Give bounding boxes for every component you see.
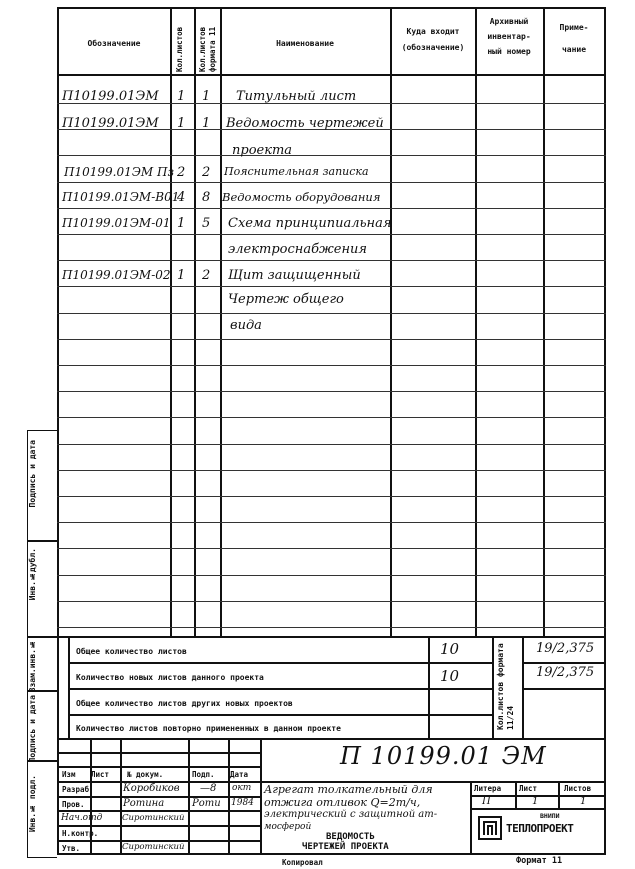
stamp-col — [470, 781, 472, 855]
table-row-line — [57, 365, 606, 366]
stamp-title-hand: электрический с защитной ат- — [264, 809, 438, 820]
stamp-title-hand: мосферой — [264, 822, 312, 832]
footer-copied: Копировал — [282, 858, 323, 867]
stamp-name: Сиротинский — [122, 842, 185, 852]
table-row-line — [57, 234, 606, 235]
stamp-date: 1984 — [231, 798, 254, 808]
stamp-name: Ротина — [123, 798, 165, 809]
row-n2: 2 — [202, 165, 211, 180]
header-note-1: Приме- — [559, 23, 589, 32]
summary-col — [492, 636, 494, 738]
summary-sep — [522, 688, 606, 690]
header-note-2: чание — [561, 45, 587, 54]
table-row-line — [57, 208, 606, 209]
stamp-name: Сиротинский — [122, 813, 185, 823]
row-name: Ведомость оборудования — [222, 190, 381, 204]
stamp-title-hand: Агрегат толкательный для — [264, 783, 433, 796]
stamp-col — [558, 781, 560, 808]
stamp-role: Нач.отд — [61, 813, 103, 823]
row-code: П10199.01ЭМ-В01 — [62, 190, 180, 204]
table-row-line — [57, 522, 606, 523]
stamp-row — [57, 825, 260, 827]
header-archive-2: инвентар- — [487, 32, 531, 41]
stamp-role: Н.контр. — [62, 829, 99, 838]
header-bottom — [57, 74, 606, 76]
side-inv-dup: Инв.№дубл. — [28, 548, 37, 601]
stamp-col-sign: Подп. — [192, 770, 215, 779]
stamp-col — [515, 781, 517, 808]
row-n2: 2 — [202, 268, 211, 283]
stamp-row — [57, 766, 260, 768]
row-n2: 1 — [202, 89, 211, 104]
header-archive-1: Архивный — [489, 17, 529, 26]
stamp-col-izm: Изм — [62, 770, 76, 779]
table-row-line — [57, 496, 606, 497]
summary-format-new: 19/2,375 — [536, 665, 595, 680]
row-n1: 4 — [177, 190, 186, 205]
stamp-date: окт — [232, 783, 252, 793]
stamp-role: Утв. — [62, 844, 81, 853]
side-sep — [27, 540, 57, 542]
stamp-role: Пров. — [62, 800, 85, 809]
side-inv-orig: Инв.№ подл. — [28, 775, 37, 833]
summary-total-label: Общее количество листов — [76, 647, 187, 656]
table-row-line — [57, 182, 606, 183]
row-name: вида — [230, 318, 262, 333]
col-sep — [194, 7, 196, 636]
summary-top — [57, 636, 606, 638]
summary-format-total: 19/2,375 — [536, 641, 595, 656]
row-n1: 1 — [177, 216, 186, 231]
table-row-line — [57, 260, 606, 261]
summary-total-value: 10 — [440, 640, 460, 658]
row-n1: 2 — [177, 165, 186, 180]
summary-reused-label: Количество листов повторно примененных в данном проекте — [76, 724, 341, 733]
stamp-col-list: Лист — [91, 770, 110, 779]
table-row-line — [57, 313, 606, 314]
stamp-col-doc: № докум. — [127, 770, 164, 779]
header-name: Наименование — [276, 39, 334, 48]
row-name: Схема принципиальная — [228, 216, 392, 231]
summary-sep — [522, 662, 606, 664]
summary-col — [428, 636, 430, 738]
col-sep — [170, 7, 172, 636]
summary-bottom — [57, 738, 606, 740]
row-name: электроснабжения — [228, 242, 368, 257]
row-name: Чертеж общего — [228, 292, 344, 307]
stamp-row — [470, 808, 606, 810]
stamp-sheet: Лист — [519, 784, 538, 793]
stamp-row — [57, 810, 260, 812]
table-row-line — [57, 444, 606, 445]
side-sig-date-2: Подпись и дата — [28, 695, 37, 763]
row-name: Титульный лист — [236, 89, 357, 104]
stamp-role: Разраб. — [62, 785, 94, 794]
col-sep — [390, 7, 392, 636]
stamp-name: Коробиков — [123, 783, 180, 794]
row-code: П10199.01ЭМ Пз — [64, 165, 175, 179]
stamp-org-small: ВНИПИ — [540, 812, 560, 820]
stamp-sheets: Листов — [564, 784, 592, 793]
stamp-org: ТЕПЛОПРОЕКТ — [506, 822, 574, 835]
row-name: Ведомость чертежей — [226, 116, 384, 131]
stamp-sheet-val: 1 — [532, 796, 539, 807]
stamp-col — [260, 738, 262, 855]
side-sig-date-1: Подпись и дата — [28, 440, 37, 508]
header-designation: Обозначение — [87, 39, 141, 48]
table-row-line — [57, 601, 606, 602]
header-where-1: Куда входит — [406, 27, 460, 36]
stamp-sheets-val: 1 — [580, 796, 587, 807]
stamp-row — [57, 752, 260, 754]
row-code: П10199.01ЭМ-01 — [62, 216, 171, 230]
header-sheets-count: Кол.листов — [175, 26, 184, 72]
row-code: П10199.01ЭМ — [62, 116, 159, 131]
table-row-line — [57, 155, 606, 156]
stamp-col-date: Дата — [230, 770, 249, 779]
summary-other-label: Общее количество листов других новых проектов — [76, 699, 293, 708]
summary-col — [68, 636, 70, 738]
row-name: Щит защищенный — [228, 268, 361, 283]
row-code: П10199.01ЭМ-02 — [62, 268, 171, 282]
table-row-line — [57, 470, 606, 471]
table-row-line — [57, 391, 606, 392]
col-sep — [543, 7, 545, 636]
row-n1: 1 — [177, 268, 186, 283]
stamp-title-hand: отжига отливок Q=2т/ч, — [264, 796, 421, 809]
footer-format: Формат 11 — [516, 856, 563, 866]
stamp-doc-title-1: ВЕДОМОСТЬ — [326, 832, 375, 842]
summary-new-label: Количество новых листов данного проекта — [76, 673, 264, 682]
row-n2: 8 — [202, 190, 211, 205]
org-logo-icon — [478, 816, 502, 840]
stamp-doc-title-2: ЧЕРТЕЖЕЙ ПРОЕКТА — [302, 842, 389, 852]
summary-format-label: Кол.листов формата 11/24 — [496, 643, 515, 730]
table-row-line — [57, 575, 606, 576]
table-row-line — [57, 286, 606, 287]
header-sheets-format: Кол.листов формата 11 — [198, 26, 217, 72]
row-name: Пояснительная записка — [224, 165, 369, 178]
row-n1: 1 — [177, 89, 186, 104]
row-n1: 1 — [177, 116, 186, 131]
stamp-litera: Литера — [474, 784, 502, 793]
row-code: П10199.01ЭМ — [62, 89, 159, 104]
col-sep — [220, 7, 222, 636]
stamp-code: П 10199.01 ЭМ — [340, 742, 547, 770]
header-archive-3: ный номер — [487, 47, 531, 56]
table-row-line — [57, 627, 606, 628]
row-n2: 5 — [202, 216, 211, 231]
stamp-sign: —8 — [200, 783, 217, 794]
stamp-sign: Роти — [192, 798, 221, 809]
summary-col — [522, 636, 524, 738]
table-row-line — [57, 548, 606, 549]
stamp-litera-val: П — [482, 796, 491, 807]
col-sep — [475, 7, 477, 636]
side-vzam: Взам.инв.№ — [28, 640, 37, 693]
table-row-line — [57, 339, 606, 340]
row-n2: 1 — [202, 116, 211, 131]
row-name: проекта — [232, 143, 293, 158]
summary-new-value: 10 — [440, 667, 460, 685]
header-where-2: (обозначение) — [401, 43, 465, 52]
table-row-line — [57, 417, 606, 418]
